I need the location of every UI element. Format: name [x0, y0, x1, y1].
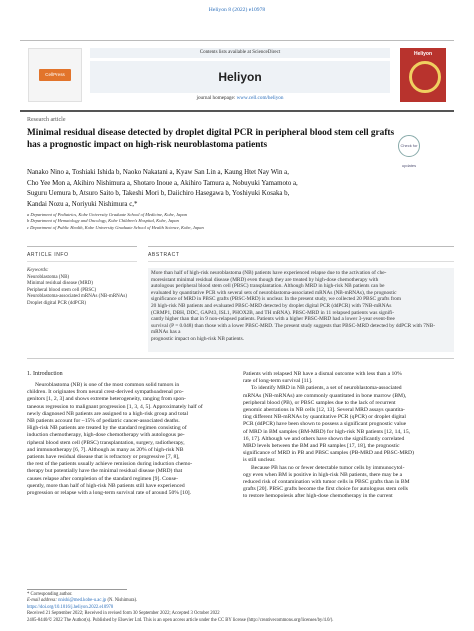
body-line: MRD levels between the BM and PB samples [17, 18], the prognostic [243, 443, 400, 450]
body-line: ogy even when BM is positive in high-risk NB patients, there may be a [243, 471, 403, 478]
body-line: children. It originates from neural crest-derived sympathoadrenal pro- [27, 389, 184, 396]
body-line: of MRD in BM samples (BM-MRD) for high-risk NB patients [12, 14, 15, [243, 428, 411, 435]
abstract-line: 20 high-risk NB patients and evaluated PBSC-MRD detected by droplet digital PCR (ddPCR) with 7NB-mRNAs [151, 302, 392, 309]
body-line: High-risk NB patients are treated by the standard regimen consisting of [27, 425, 187, 432]
abstract-line: (CRMP1, DBH, DDC, GAP43, ISL1, PHOX2B, and TH mRNA). PBSC-MRD in 11 relapsed patients was signifi- [151, 309, 395, 316]
abstract-rule-2 [148, 261, 454, 262]
keyword: Peripheral blood stem cell (PBSC) [27, 287, 97, 293]
author-line: Kandai Nozu a, Noriyuki Nishimura c,* [27, 200, 138, 208]
keyword: Droplet digital PCR (ddPCR) [27, 300, 87, 306]
abstract-rule [148, 246, 454, 247]
received-dates: Received 21 September 2022; Received in revised form 30 September 2022; Accepted 3 October 2022 [27, 611, 220, 617]
body-line: PCR (ddPCR) have been shown to possess a significant prognostic value [243, 421, 407, 428]
body-line: quently, more than half of high-risk NB patients still have experienced [27, 482, 185, 489]
body-line: peripheral blood (PB), or PBSC samples due to the lack of recurrent [243, 399, 396, 406]
affiliation: c Department of Public Health, Kobe University Graduate School of Health Science, Kobe, Japan [27, 224, 204, 230]
header-rule-top [20, 40, 454, 41]
keyword: Minimal residual disease (MRD) [27, 281, 93, 286]
body-line: causes relapse after completion of the standard regimen [9]. Conse- [27, 475, 178, 482]
journal-banner [90, 44, 390, 106]
article-type: Research article [27, 117, 66, 123]
keywords-label: Keywords: [27, 268, 49, 273]
abstract-line: evaluated by quantitative PCR with several sets of neuroblastoma-associated mRNAs (NB-mRNAs), the prognostic [151, 289, 397, 296]
cellpress-logo-text: CellPress [39, 69, 71, 81]
author-list [27, 168, 427, 210]
running-header[interactable]: Heliyon 8 (2022) e10978 [208, 7, 266, 13]
license-line[interactable]: 2405-8440/© 2022 The Author(s). Published by Elsevier Ltd. This is an open access article under the CC BY license (http://creativecommons.org/licenses/by/4.0/). [27, 617, 334, 623]
abstract-line: cantly higher than that in 9 non-relapsed patients. Patients with a higher PBSC-MRD had a lower 3-year event-free [151, 316, 395, 323]
body-line: grafts [20]. PBSC grafts become the first choice for autologous stem cells [243, 486, 408, 493]
body-line: 16, 17]. Although we and others have shown the significantly correlated [243, 435, 405, 442]
article-info-heading: ARTICLE INFO [27, 252, 69, 258]
body-line: To identify MRD in NB patients, a set of neuroblastoma-associated [251, 385, 402, 392]
body-line: genitors [1, 2, 3] and shows extreme heterogeneity, ranging from spon- [27, 396, 186, 403]
body-line: taneous regression to malignant progression [1, 3, 4, 5]. Approximately half of [27, 403, 203, 410]
homepage-line [90, 95, 390, 101]
body-line: ting different NB-mRNAs by quantitative PCR (qPCR) or droplet digital [243, 414, 406, 421]
footnotes [27, 592, 447, 624]
affiliation: a Department of Pediatrics, Kobe University Graduate School of Medicine, Kobe, Japan [27, 212, 187, 217]
cover-title: Heliyon [413, 51, 433, 57]
corresponding-author-note: * Corresponding author. [27, 592, 73, 597]
journal-cover-thumbnail[interactable] [400, 48, 446, 102]
email-label: E-mail address: [27, 598, 57, 604]
introduction-heading: 1. Introduction [27, 371, 63, 377]
body-divider [27, 358, 454, 359]
author-line: Cho Yee Mon a, Akihiro Nishimura a, Shotaro Inoue a, Akihiro Tamura a, Nobuyuki Yamamoto a, [27, 179, 298, 187]
body-line: mRNAs (NB-mRNAs) are commonly quantitated in bone marrow (BM), [243, 392, 407, 399]
body-line: Because PB has no or fewer detectable tumor cells by immunocytol- [251, 464, 405, 471]
check-for-updates-badge[interactable]: Check for updates [398, 135, 420, 157]
email-name: (N. Nishimura). [107, 598, 138, 604]
abstract-line: significance of MRD in PBSC grafts (PBSC-MRD) is unclear. In the present study, we collected 20 PBSC grafts from [151, 296, 402, 303]
body-line: ripheral blood stem cell (PBSC) transplantation, surgery, radiotherapy, [27, 439, 185, 446]
keyword: Neuroblastoma (NB) [27, 274, 70, 280]
abstract-line: prognostic impact on high-risk NB patients. [151, 335, 244, 342]
body-line: progression or relapse with a long-term survival rate of around 50% [10]. [27, 490, 192, 497]
body-line: newly diagnosed NB patients are assigned to a high-risk group and total [27, 410, 189, 417]
homepage-link[interactable]: www.cell.com/heliyon [236, 95, 284, 101]
body-line: patients have residual disease that is refractory or progressive [7, 8], [27, 454, 180, 461]
body-line: Neuroblastoma (NB) is one of the most common solid tumors in [35, 382, 180, 388]
body-line: genomic aberrations in NB cells [12, 13]. Several MRD assays quantita- [243, 407, 405, 414]
abstract-line: More than half of high-risk neuroblastoma (NB) patients have experienced relapse due to the activation of che- [151, 270, 387, 276]
body-column-left [27, 382, 231, 497]
body-line: NB patients account for ~15% of pediatric cancer-associated deaths. [27, 418, 180, 425]
keyword: Neuroblastoma-associated mRNAs (NB-mRNAs) [27, 294, 127, 299]
body-line: induction chemotherapy, high-dose chemotherapy with autologous pe- [27, 432, 185, 439]
email-link[interactable]: nnishi@med.kobe-u.ac.jp [58, 598, 107, 604]
footnote-rule [27, 589, 127, 590]
journal-name: Heliyon [90, 61, 390, 93]
article-info-rule-2 [27, 261, 137, 262]
body-line: reduced risk of contamination with tumor cells in PBSC grafts than in BM [243, 479, 410, 486]
body-line: to restore hemopoiesis after high-dose chemotherapy in the current [243, 493, 393, 500]
journal-header [20, 44, 454, 106]
body-line: the rest of the patients usually achieve remission during induction chemo- [27, 461, 193, 468]
article-title: Minimal residual disease detected by droplet digital PCR in peripheral blood stem cell grafts has a prognostic impact on high-risk neuroblastoma patients [27, 128, 395, 150]
affiliation: b Department of Hematology and Oncology, Kobe Children's Hospital, Kobe, Japan [27, 218, 179, 224]
abstract-line: survival (P = 0.048) than those with a lower PBSC-MRD. The present study suggests that PBSC-MRD detected by ddPCR with 7NB-mRNAs has a [151, 322, 436, 336]
author-line: Nanako Nino a, Toshiaki Ishida b, Naoko Nakatani a, Kyaw San Lin a, Kaung Htet Nay Win a, [27, 169, 289, 176]
abstract-heading: ABSTRACT [148, 252, 180, 258]
header-rule-bottom [20, 110, 454, 112]
abstract-body [148, 268, 454, 352]
body-line: Patients with relapsed NB have a dismal outcome with less than a 10% [243, 371, 402, 377]
abstract-line: moresistant minimal residual disease (MRD) even though they are treated by high-dose chemotherapy with [151, 276, 379, 283]
body-line: rate of long-term survival [11]. [243, 378, 313, 385]
article-info-rule [27, 246, 137, 247]
cover-ring-graphic [409, 61, 441, 93]
body-line: significance of MRD in PB and PBSC samples (PB-MRD and PBSC-MRD) [243, 450, 414, 457]
keywords-block [27, 268, 137, 307]
affiliations [27, 212, 447, 231]
author-line: Suguru Uemura b, Atsuro Saito b, Takeshi Mori b, Daiichiro Hasegawa b, Yoshiyuki Kosaka b, [27, 190, 290, 197]
abstract-line: autologous peripheral blood stem cell (PBSC) transplantation. Although MRD in high-risk NB patients can be [151, 283, 385, 290]
cellpress-logo[interactable] [28, 48, 82, 102]
body-line: and immunotherapy [6, 7]. Although as many as 20% of high-risk NB [27, 446, 184, 453]
homepage-label: journal homepage: [196, 95, 236, 101]
contents-line[interactable]: Contents lists available at ScienceDirect [90, 48, 390, 58]
doi-link[interactable]: https://doi.org/10.1016/j.heliyon.2022.e10978 [27, 604, 114, 610]
body-column-right [243, 371, 453, 501]
body-line: therapy but potentially have the minimal residual disease (MRD) that [27, 468, 183, 475]
body-line: is still unclear. [243, 457, 276, 464]
